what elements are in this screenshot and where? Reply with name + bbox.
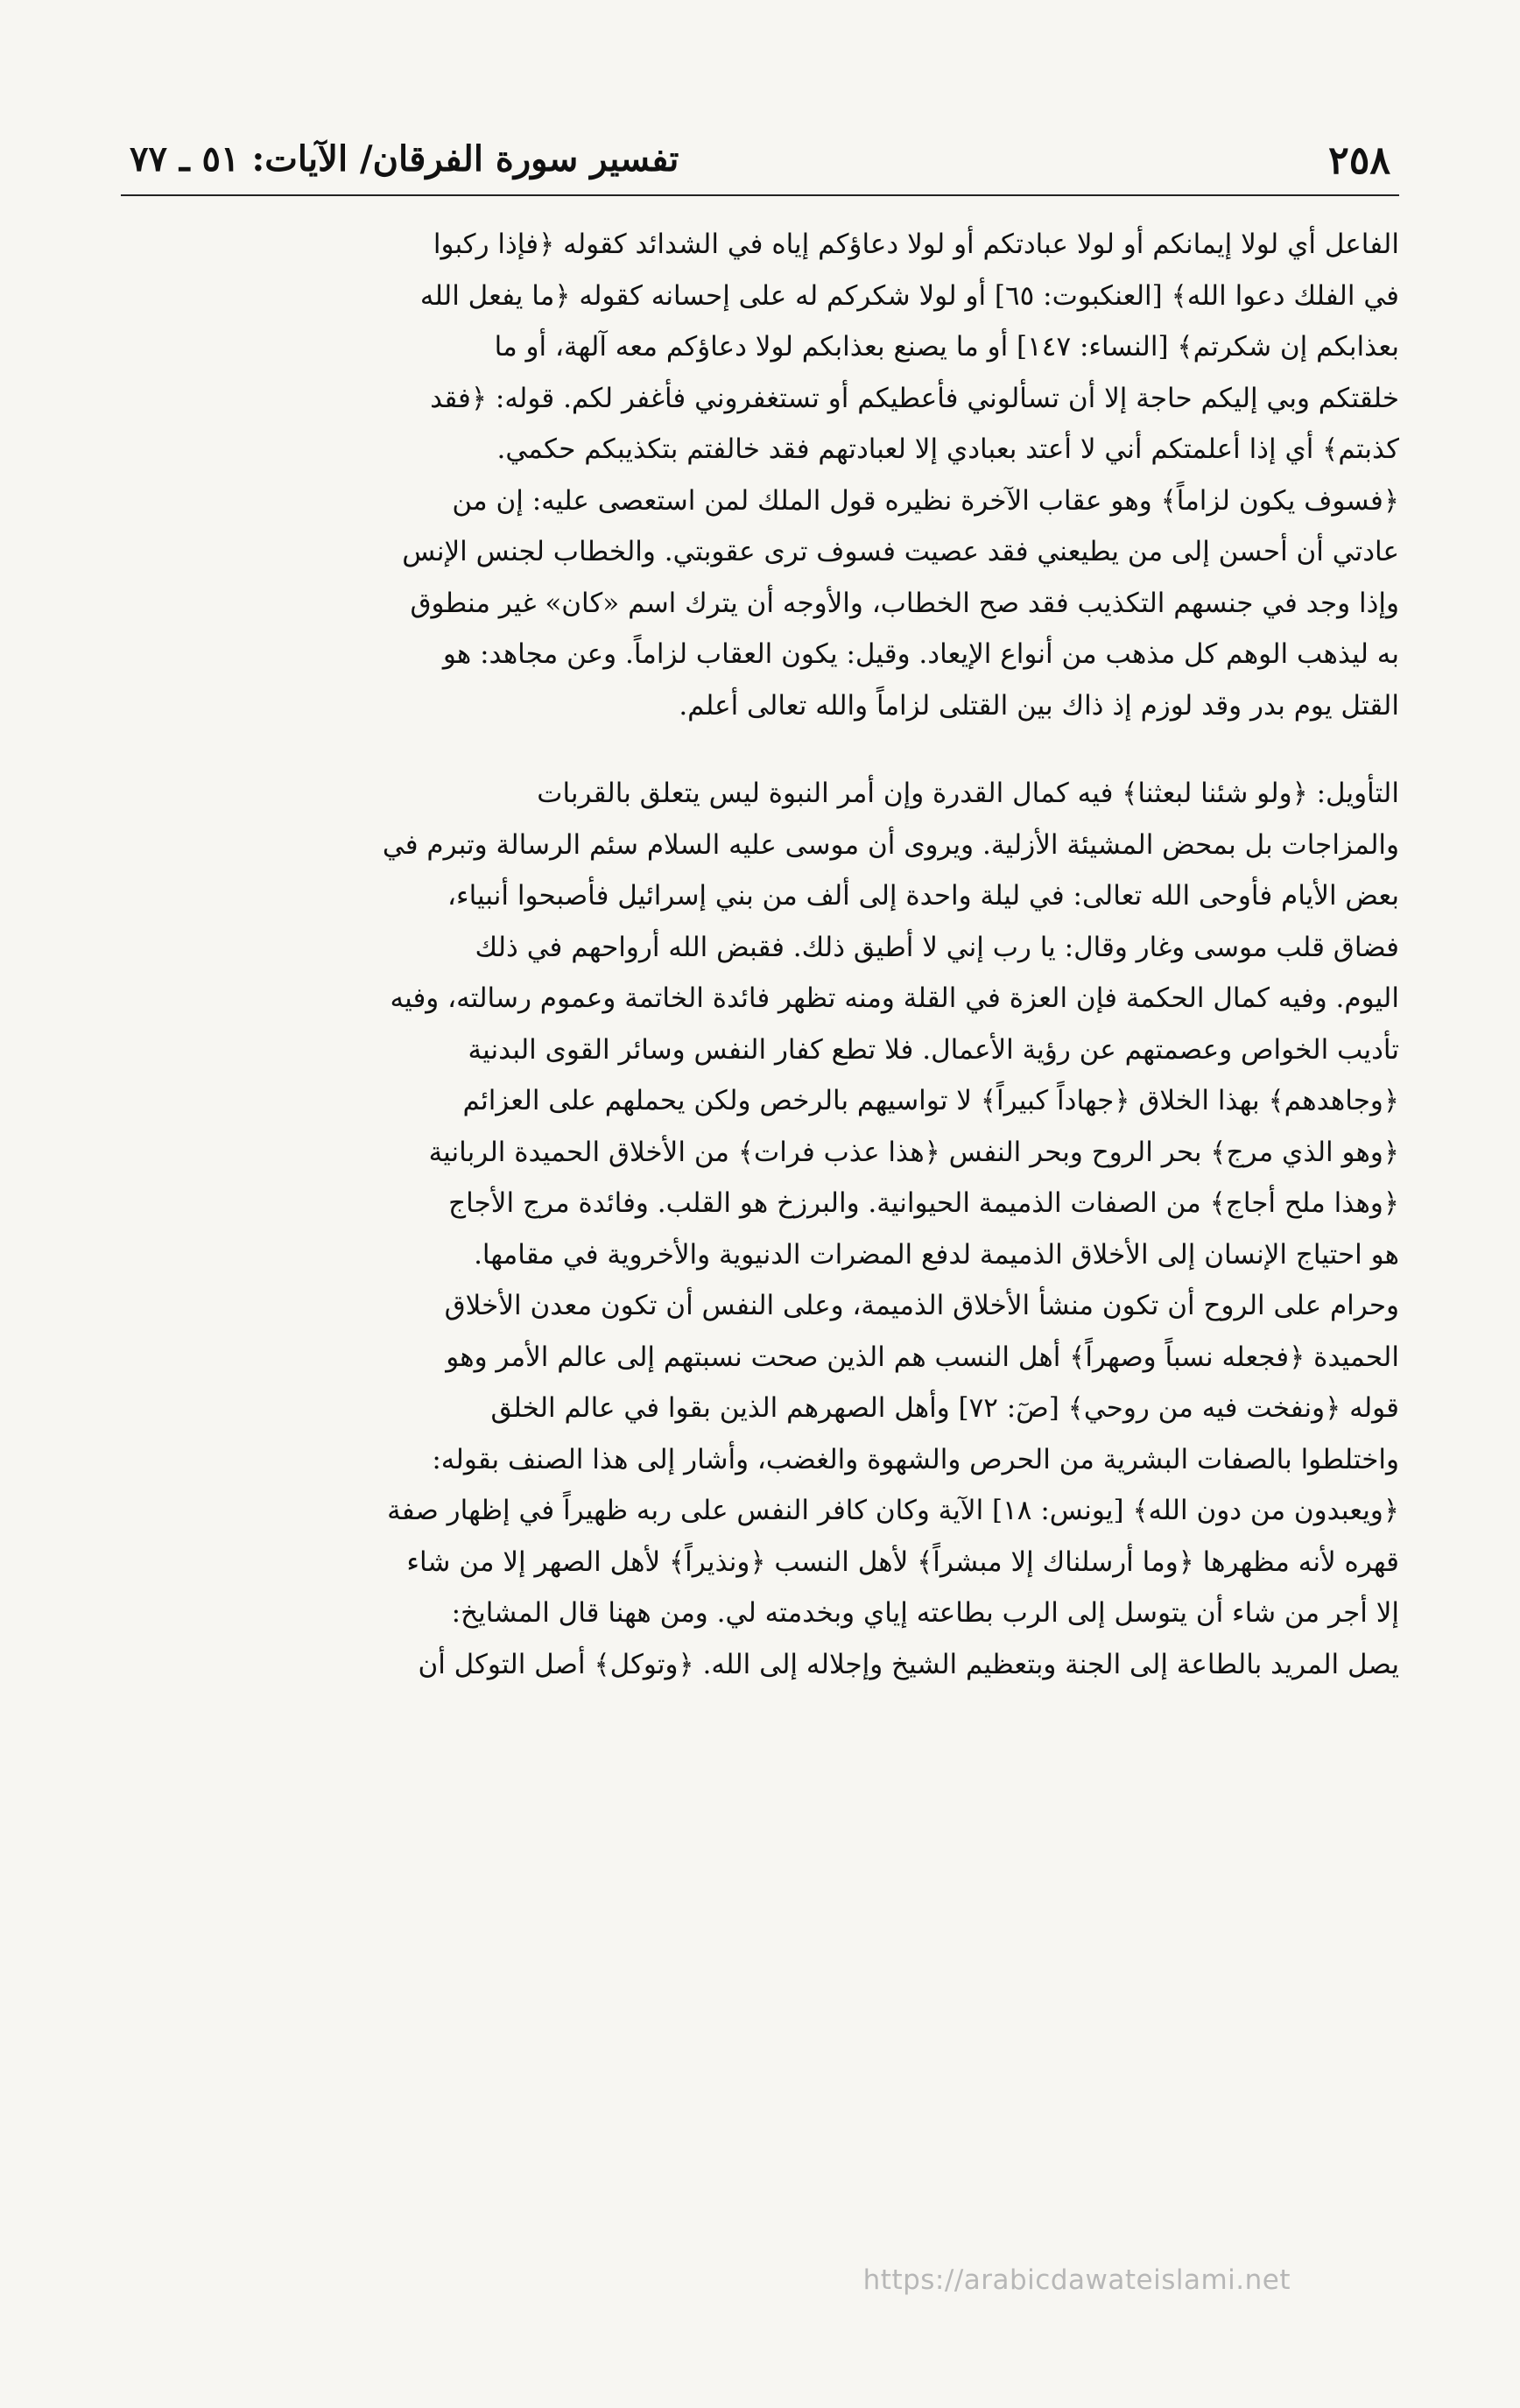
text-line: كذبتم﴾ أي إذا أعلمتكم أني لا أعتد بعبادي إلا لعبادتهم فقد خالفتم بتكذيبكم حكمي. (496, 433, 1399, 465)
page-number: ٢٥٨ (1328, 138, 1390, 183)
page-header (121, 133, 1399, 194)
text-line: واختلطوا بالصفات البشرية من الحرص والشهوة والغضب، وأشار إلى هذا الصنف بقوله: (432, 1443, 1399, 1475)
commentary-paragraph (121, 219, 1399, 731)
text-line: ﴿ويعبدون من دون الله﴾ [يونس: ١٨] الآية وكان كافر النفس على ربه ظهيراً في إظهار صفة (387, 1495, 1399, 1526)
interpretation-paragraph (121, 768, 1399, 1690)
text-line: خلقتكم وبي إليكم حاجة إلا أن تسألوني فأعطيكم أو تستغفروني فأغفر لكم. قوله: ﴿فقد (430, 382, 1399, 414)
text-line: الفاعل أي لولا إيمانكم أو لولا عبادتكم أو لولا دعاؤكم إياه في الشدائد كقوله ﴿فإذا ركبوا (433, 229, 1399, 260)
text-line: إلا أجر من شاء أن يتوسل إلى الرب بطاعته إياي وبخدمته لي. ومن ههنا قال المشايخ: (451, 1597, 1399, 1629)
text-line: تأديب الخواص وعصمتهم عن رؤية الأعمال. فلا تطع كفار النفس وسائر القوى البدنية (468, 1033, 1399, 1066)
text-line: الحميدة ﴿فجعله نسباً وصهراً﴾ أهل النسب هم الذين صحت نسبتهم إلى عالم الأمر وهو (446, 1341, 1399, 1373)
text-line: هو احتياج الإنسان إلى الأخلاق الذميمة لدفع المضرات الدنيوية والأخروية في مقامها. (474, 1238, 1399, 1271)
text-line: قهره لأنه مظهرها ﴿وما أرسلناك إلا مبشراً﴾ لأهل النسب ﴿ونذيراً﴾ لأهل الصهر إلا من شاء (406, 1545, 1399, 1578)
text-line: وإذا وجد في جنسهم التكذيب فقد صح الخطاب، والأوجه أن يترك اسم «كان» غير منطوق (410, 587, 1399, 619)
text-line: قوله ﴿ونفخت فيه من روحي﴾ [صٓ: ٧٢] وأهل الصهرهم الذين بقوا في عالم الخلق (490, 1392, 1399, 1424)
running-title: تفسير سورة الفرقان/ الآيات: ٥١ ـ ٧٧ (130, 138, 679, 180)
text-line: اليوم. وفيه كمال الحكمة فإن العزة في القلة ومنه تظهر فائدة الخاتمة وعموم رسالته، وفيه (390, 982, 1399, 1014)
text-line: وحرام على الروح أن تكون منشأ الأخلاق الذميمة، وعلى النفس أن تكون معدن الأخلاق (444, 1290, 1399, 1321)
text-line: والمزاجات بل بمحض المشيئة الأزلية. ويروى أن موسى عليه السلام سئم الرسالة وتبرم في (382, 828, 1399, 861)
text-line: بعض الأيام فأوحى الله تعالى: في ليلة واحدة إلى ألف من بني إسرائيل فأصبحوا أنبياء، (447, 880, 1399, 912)
header-divider (121, 194, 1399, 196)
text-line: ﴿فسوف يكون لزاماً﴾ وهو عقاب الآخرة نظيره قول الملك لمن استعصى عليه: إن من (452, 484, 1399, 517)
paragraph-gap (121, 731, 1399, 768)
text-line: عادتي أن أحسن إلى من يطيعني فقد عصيت فسوف ترى عقوبتي. والخطاب لجنس الإنس (402, 536, 1399, 567)
text-line: فضاق قلب موسى وغار وقال: يا رب إني لا أطيق ذلك. فقبض الله أرواحهم في ذلك (475, 931, 1399, 963)
text-line: في الفلك دعوا الله﴾ [العنكبوت: ٦٥] أو لولا شكركم له على إحسانه كقوله ﴿ما يفعل الله (419, 279, 1399, 312)
text-line: يصل المريد بالطاعة إلى الجنة وبتعظيم الشيخ وإجلاله إلى الله. ﴿وتوكل﴾ أصل التوكل أن (418, 1648, 1399, 1680)
text-line: ﴿وهذا ملح أجاج﴾ من الصفات الذميمة الحيوانية. والبرزخ هو القلب. وفائدة مرج الأجاج (448, 1187, 1399, 1219)
text-line: ﴿وهو الذي مرج﴾ بحر الروح وبحر النفس ﴿هذا عذب فرات﴾ من الأخلاق الحميدة الربانية (428, 1136, 1399, 1168)
text-line: القتل يوم بدر وقد لوزم إذ ذاك بين القتلى لزاماً والله تعالى أعلم. (679, 689, 1399, 722)
text-line: به ليذهب الوهم كل مذهب من أنواع الإيعاد. وقيل: يكون العقاب لزاماً. وعن مجاهد: هو (442, 638, 1399, 670)
text-line: التأويل: ﴿ولو شئنا لبعثنا﴾ فيه كمال القدرة وإن أمر النبوة ليس يتعلق بالقربات (537, 778, 1399, 809)
page-body (121, 219, 1399, 1690)
source-watermark: https://arabicdawateislami.net (862, 2264, 1291, 2296)
text-line: بعذابكم إن شكرتم﴾ [النساء: ١٤٧] أو ما يصنع بعذابكم لولا دعاؤكم معه آلهة، أو ما (494, 331, 1399, 363)
text-line: ﴿وجاهدهم﴾ بهذا الخلاق ﴿جهاداً كبيراً﴾ لا تواسيهم بالرخص ولكن يحملهم على العزائم (462, 1085, 1399, 1116)
